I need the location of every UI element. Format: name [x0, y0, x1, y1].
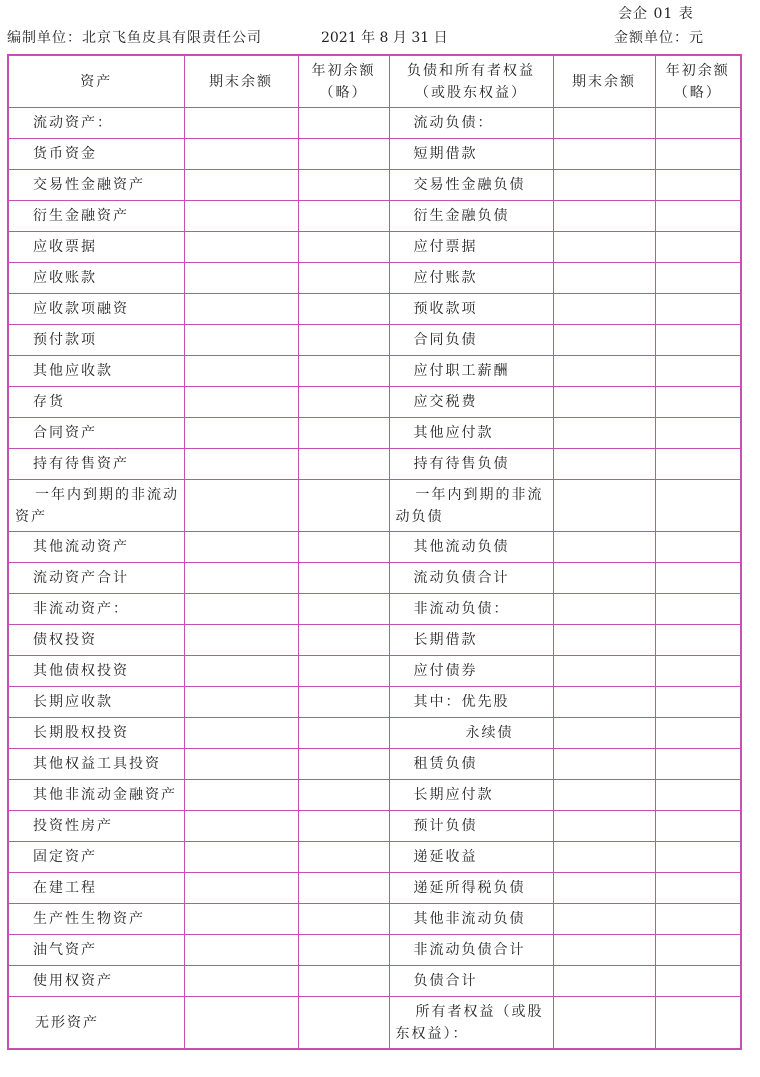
table-row — [8, 811, 741, 842]
asset-end-balance-cell — [184, 625, 298, 656]
asset-item-cell: 油气资产 — [8, 935, 184, 966]
table-row — [8, 532, 741, 563]
table-row — [8, 201, 741, 232]
liability-item-cell: 流动负债合计 — [389, 563, 553, 594]
asset-end-balance-cell — [184, 356, 298, 387]
asset-end-balance-cell — [184, 997, 298, 1050]
asset-item-cell: 其他非流动金融资产 — [8, 780, 184, 811]
col-asset-begin-balance — [298, 55, 389, 108]
asset-item-cell: 其他债权投资 — [8, 656, 184, 687]
asset-begin-balance-cell — [298, 201, 389, 232]
asset-begin-balance-cell — [298, 904, 389, 935]
asset-item-cell: 交易性金融资产 — [8, 170, 184, 201]
currency-unit: 金额单位：元 — [614, 30, 704, 46]
liability-end-balance-cell — [553, 294, 655, 325]
liability-begin-balance-cell — [655, 718, 741, 749]
table-row — [8, 139, 741, 170]
asset-end-balance-cell — [184, 749, 298, 780]
liability-begin-balance-cell — [655, 170, 741, 201]
table-row — [8, 687, 741, 718]
asset-item-cell: 生产性生物资产 — [8, 904, 184, 935]
asset-begin-balance-cell — [298, 966, 389, 997]
liability-end-balance-cell — [553, 718, 655, 749]
liability-end-balance-cell — [553, 449, 655, 480]
table-row — [8, 387, 741, 418]
col-liab-begin-line1: 年初余额 — [665, 62, 730, 79]
liability-item-cell: 持有待售负债 — [389, 449, 553, 480]
asset-begin-balance-cell — [298, 563, 389, 594]
table-row — [8, 966, 741, 997]
table-row — [8, 263, 741, 294]
asset-end-balance-cell — [184, 656, 298, 687]
liability-begin-balance-cell — [655, 656, 741, 687]
asset-begin-balance-cell — [298, 170, 389, 201]
liability-item-cell: 其中：优先股 — [389, 687, 553, 718]
asset-begin-balance-cell — [298, 842, 389, 873]
col-liab-line1: 负债和所有者权益 — [407, 62, 535, 79]
asset-end-balance-cell — [184, 935, 298, 966]
asset-end-balance-cell — [184, 904, 298, 935]
asset-begin-balance-cell — [298, 449, 389, 480]
preparer-unit: 编制单位：北京飞鱼皮具有限责任公司 — [7, 30, 262, 46]
table-row — [8, 325, 741, 356]
liability-end-balance-cell — [553, 656, 655, 687]
table-row — [8, 873, 741, 904]
asset-item-cell: 一年内到期的非流动资产 — [8, 480, 184, 532]
table-row — [8, 594, 741, 625]
col-asset-begin-line2: （略） — [319, 84, 368, 101]
asset-begin-balance-cell — [298, 232, 389, 263]
liability-begin-balance-cell — [655, 687, 741, 718]
asset-item-cell: 存货 — [8, 387, 184, 418]
liability-begin-balance-cell — [655, 780, 741, 811]
liability-item-cell: 递延所得税负债 — [389, 873, 553, 904]
asset-item-cell: 在建工程 — [8, 873, 184, 904]
asset-begin-balance-cell — [298, 418, 389, 449]
table-row — [8, 780, 741, 811]
asset-end-balance-cell — [184, 294, 298, 325]
liability-end-balance-cell — [553, 108, 655, 139]
asset-item-cell: 预付款项 — [8, 325, 184, 356]
asset-begin-balance-cell — [298, 997, 389, 1050]
liability-item-cell: 应交税费 — [389, 387, 553, 418]
asset-end-balance-cell — [184, 108, 298, 139]
table-row — [8, 625, 741, 656]
table-body — [8, 108, 741, 1050]
liability-item-cell: 应付票据 — [389, 232, 553, 263]
balance-sheet-table — [7, 54, 742, 1050]
liability-begin-balance-cell — [655, 480, 741, 532]
liability-end-balance-cell — [553, 563, 655, 594]
asset-item-cell: 应收票据 — [8, 232, 184, 263]
asset-end-balance-cell — [184, 718, 298, 749]
liability-begin-balance-cell — [655, 201, 741, 232]
liability-item-cell: 预收款项 — [389, 294, 553, 325]
liability-begin-balance-cell — [655, 232, 741, 263]
liability-item-cell: 衍生金融负债 — [389, 201, 553, 232]
liability-end-balance-cell — [553, 966, 655, 997]
asset-end-balance-cell — [184, 563, 298, 594]
liability-item-cell: 流动负债： — [389, 108, 553, 139]
liability-end-balance-cell — [553, 687, 655, 718]
liability-begin-balance-cell — [655, 842, 741, 873]
liability-begin-balance-cell — [655, 749, 741, 780]
asset-end-balance-cell — [184, 387, 298, 418]
table-row — [8, 480, 741, 532]
liability-end-balance-cell — [553, 904, 655, 935]
asset-begin-balance-cell — [298, 325, 389, 356]
liability-begin-balance-cell — [655, 594, 741, 625]
asset-item-cell: 长期股权投资 — [8, 718, 184, 749]
asset-end-balance-cell — [184, 232, 298, 263]
asset-end-balance-cell — [184, 811, 298, 842]
asset-begin-balance-cell — [298, 139, 389, 170]
liability-end-balance-cell — [553, 997, 655, 1050]
liability-begin-balance-cell — [655, 325, 741, 356]
asset-begin-balance-cell — [298, 387, 389, 418]
liability-end-balance-cell — [553, 935, 655, 966]
table-row — [8, 418, 741, 449]
asset-end-balance-cell — [184, 263, 298, 294]
liability-item-cell: 所有者权益（或股东权益）： — [389, 997, 553, 1050]
liability-item-cell: 租赁负债 — [389, 749, 553, 780]
liability-item-cell: 长期应付款 — [389, 780, 553, 811]
asset-end-balance-cell — [184, 966, 298, 997]
liability-begin-balance-cell — [655, 532, 741, 563]
asset-item-cell: 其他流动资产 — [8, 532, 184, 563]
asset-end-balance-cell — [184, 480, 298, 532]
liability-item-cell: 非流动负债合计 — [389, 935, 553, 966]
table-row — [8, 749, 741, 780]
report-header — [0, 27, 760, 45]
liability-item-cell: 其他非流动负债 — [389, 904, 553, 935]
table-row — [8, 904, 741, 935]
col-liab-begin-line2: （略） — [673, 84, 722, 101]
asset-begin-balance-cell — [298, 718, 389, 749]
liability-begin-balance-cell — [655, 356, 741, 387]
liability-item-cell: 短期借款 — [389, 139, 553, 170]
asset-end-balance-cell — [184, 170, 298, 201]
liability-end-balance-cell — [553, 594, 655, 625]
asset-item-cell: 固定资产 — [8, 842, 184, 873]
table-row — [8, 108, 741, 139]
liability-end-balance-cell — [553, 139, 655, 170]
liability-begin-balance-cell — [655, 387, 741, 418]
liability-end-balance-cell — [553, 780, 655, 811]
asset-end-balance-cell — [184, 594, 298, 625]
liability-end-balance-cell — [553, 480, 655, 532]
liability-item-cell: 交易性金融负债 — [389, 170, 553, 201]
asset-end-balance-cell — [184, 418, 298, 449]
liability-end-balance-cell — [553, 232, 655, 263]
asset-begin-balance-cell — [298, 594, 389, 625]
liability-item-cell: 其他应付款 — [389, 418, 553, 449]
asset-item-cell: 长期应收款 — [8, 687, 184, 718]
asset-item-cell: 衍生金融资产 — [8, 201, 184, 232]
liability-begin-balance-cell — [655, 108, 741, 139]
asset-begin-balance-cell — [298, 656, 389, 687]
table-row — [8, 170, 741, 201]
asset-begin-balance-cell — [298, 811, 389, 842]
liability-end-balance-cell — [553, 873, 655, 904]
asset-item-cell: 其他权益工具投资 — [8, 749, 184, 780]
liability-begin-balance-cell — [655, 997, 741, 1050]
asset-begin-balance-cell — [298, 749, 389, 780]
asset-item-cell: 持有待售资产 — [8, 449, 184, 480]
asset-item-cell: 货币资金 — [8, 139, 184, 170]
asset-begin-balance-cell — [298, 356, 389, 387]
table-row — [8, 656, 741, 687]
liability-end-balance-cell — [553, 532, 655, 563]
asset-begin-balance-cell — [298, 687, 389, 718]
col-liab-end-balance: 期末余额 — [553, 55, 655, 108]
liability-item-cell: 非流动负债： — [389, 594, 553, 625]
asset-end-balance-cell — [184, 325, 298, 356]
liability-item-cell: 负债合计 — [389, 966, 553, 997]
col-liab-begin-balance — [655, 55, 741, 108]
col-liabilities-equity — [389, 55, 553, 108]
liability-end-balance-cell — [553, 625, 655, 656]
asset-end-balance-cell — [184, 139, 298, 170]
asset-item-cell: 投资性房产 — [8, 811, 184, 842]
liability-begin-balance-cell — [655, 449, 741, 480]
table-header-row — [8, 55, 741, 108]
asset-begin-balance-cell — [298, 935, 389, 966]
liability-end-balance-cell — [553, 170, 655, 201]
asset-end-balance-cell — [184, 201, 298, 232]
liability-begin-balance-cell — [655, 904, 741, 935]
liability-end-balance-cell — [553, 201, 655, 232]
asset-end-balance-cell — [184, 842, 298, 873]
asset-item-cell: 合同资产 — [8, 418, 184, 449]
table-row — [8, 356, 741, 387]
asset-item-cell: 债权投资 — [8, 625, 184, 656]
asset-item-cell: 其他应收款 — [8, 356, 184, 387]
asset-begin-balance-cell — [298, 532, 389, 563]
liability-item-cell: 其他流动负债 — [389, 532, 553, 563]
asset-item-cell: 使用权资产 — [8, 966, 184, 997]
table-row — [8, 232, 741, 263]
liability-end-balance-cell — [553, 325, 655, 356]
asset-end-balance-cell — [184, 449, 298, 480]
asset-begin-balance-cell — [298, 780, 389, 811]
liability-item-cell: 一年内到期的非流动负债 — [389, 480, 553, 532]
table-row — [8, 718, 741, 749]
asset-item-cell: 应收账款 — [8, 263, 184, 294]
liability-item-cell: 应付职工薪酬 — [389, 356, 553, 387]
liability-end-balance-cell — [553, 387, 655, 418]
asset-begin-balance-cell — [298, 263, 389, 294]
liability-item-cell: 递延收益 — [389, 842, 553, 873]
table-row — [8, 997, 741, 1050]
table-row — [8, 563, 741, 594]
liability-item-cell: 长期借款 — [389, 625, 553, 656]
liability-end-balance-cell — [553, 842, 655, 873]
asset-item-cell: 非流动资产： — [8, 594, 184, 625]
liability-begin-balance-cell — [655, 935, 741, 966]
liability-begin-balance-cell — [655, 418, 741, 449]
liability-begin-balance-cell — [655, 139, 741, 170]
liability-end-balance-cell — [553, 418, 655, 449]
liability-item-cell: 应付债券 — [389, 656, 553, 687]
liability-begin-balance-cell — [655, 563, 741, 594]
table-row — [8, 842, 741, 873]
liability-item-cell: 永续债 — [389, 718, 553, 749]
asset-begin-balance-cell — [298, 108, 389, 139]
liability-end-balance-cell — [553, 263, 655, 294]
liability-end-balance-cell — [553, 811, 655, 842]
asset-item-cell: 应收款项融资 — [8, 294, 184, 325]
asset-item-cell: 无形资产 — [8, 997, 184, 1050]
table-row — [8, 449, 741, 480]
asset-begin-balance-cell — [298, 294, 389, 325]
liability-begin-balance-cell — [655, 966, 741, 997]
asset-item-cell: 流动资产合计 — [8, 563, 184, 594]
liability-begin-balance-cell — [655, 625, 741, 656]
table-row — [8, 294, 741, 325]
asset-begin-balance-cell — [298, 480, 389, 532]
report-date: 2021 年 8 月 31 日 — [321, 30, 448, 46]
col-asset-end-balance: 期末余额 — [184, 55, 298, 108]
liability-begin-balance-cell — [655, 294, 741, 325]
asset-begin-balance-cell — [298, 625, 389, 656]
asset-end-balance-cell — [184, 532, 298, 563]
col-asset: 资产 — [8, 55, 184, 108]
col-asset-begin-line1: 年初余额 — [311, 62, 376, 79]
liability-begin-balance-cell — [655, 873, 741, 904]
liability-begin-balance-cell — [655, 811, 741, 842]
form-code: 会企 01 表 — [618, 6, 694, 22]
liability-begin-balance-cell — [655, 263, 741, 294]
liability-item-cell: 预计负债 — [389, 811, 553, 842]
asset-begin-balance-cell — [298, 873, 389, 904]
liability-item-cell: 合同负债 — [389, 325, 553, 356]
asset-end-balance-cell — [184, 780, 298, 811]
liability-end-balance-cell — [553, 356, 655, 387]
table-row — [8, 935, 741, 966]
asset-item-cell: 流动资产： — [8, 108, 184, 139]
liability-end-balance-cell — [553, 749, 655, 780]
liability-item-cell: 应付账款 — [389, 263, 553, 294]
asset-end-balance-cell — [184, 687, 298, 718]
asset-end-balance-cell — [184, 873, 298, 904]
col-liab-line2: （或股东权益） — [415, 84, 527, 101]
